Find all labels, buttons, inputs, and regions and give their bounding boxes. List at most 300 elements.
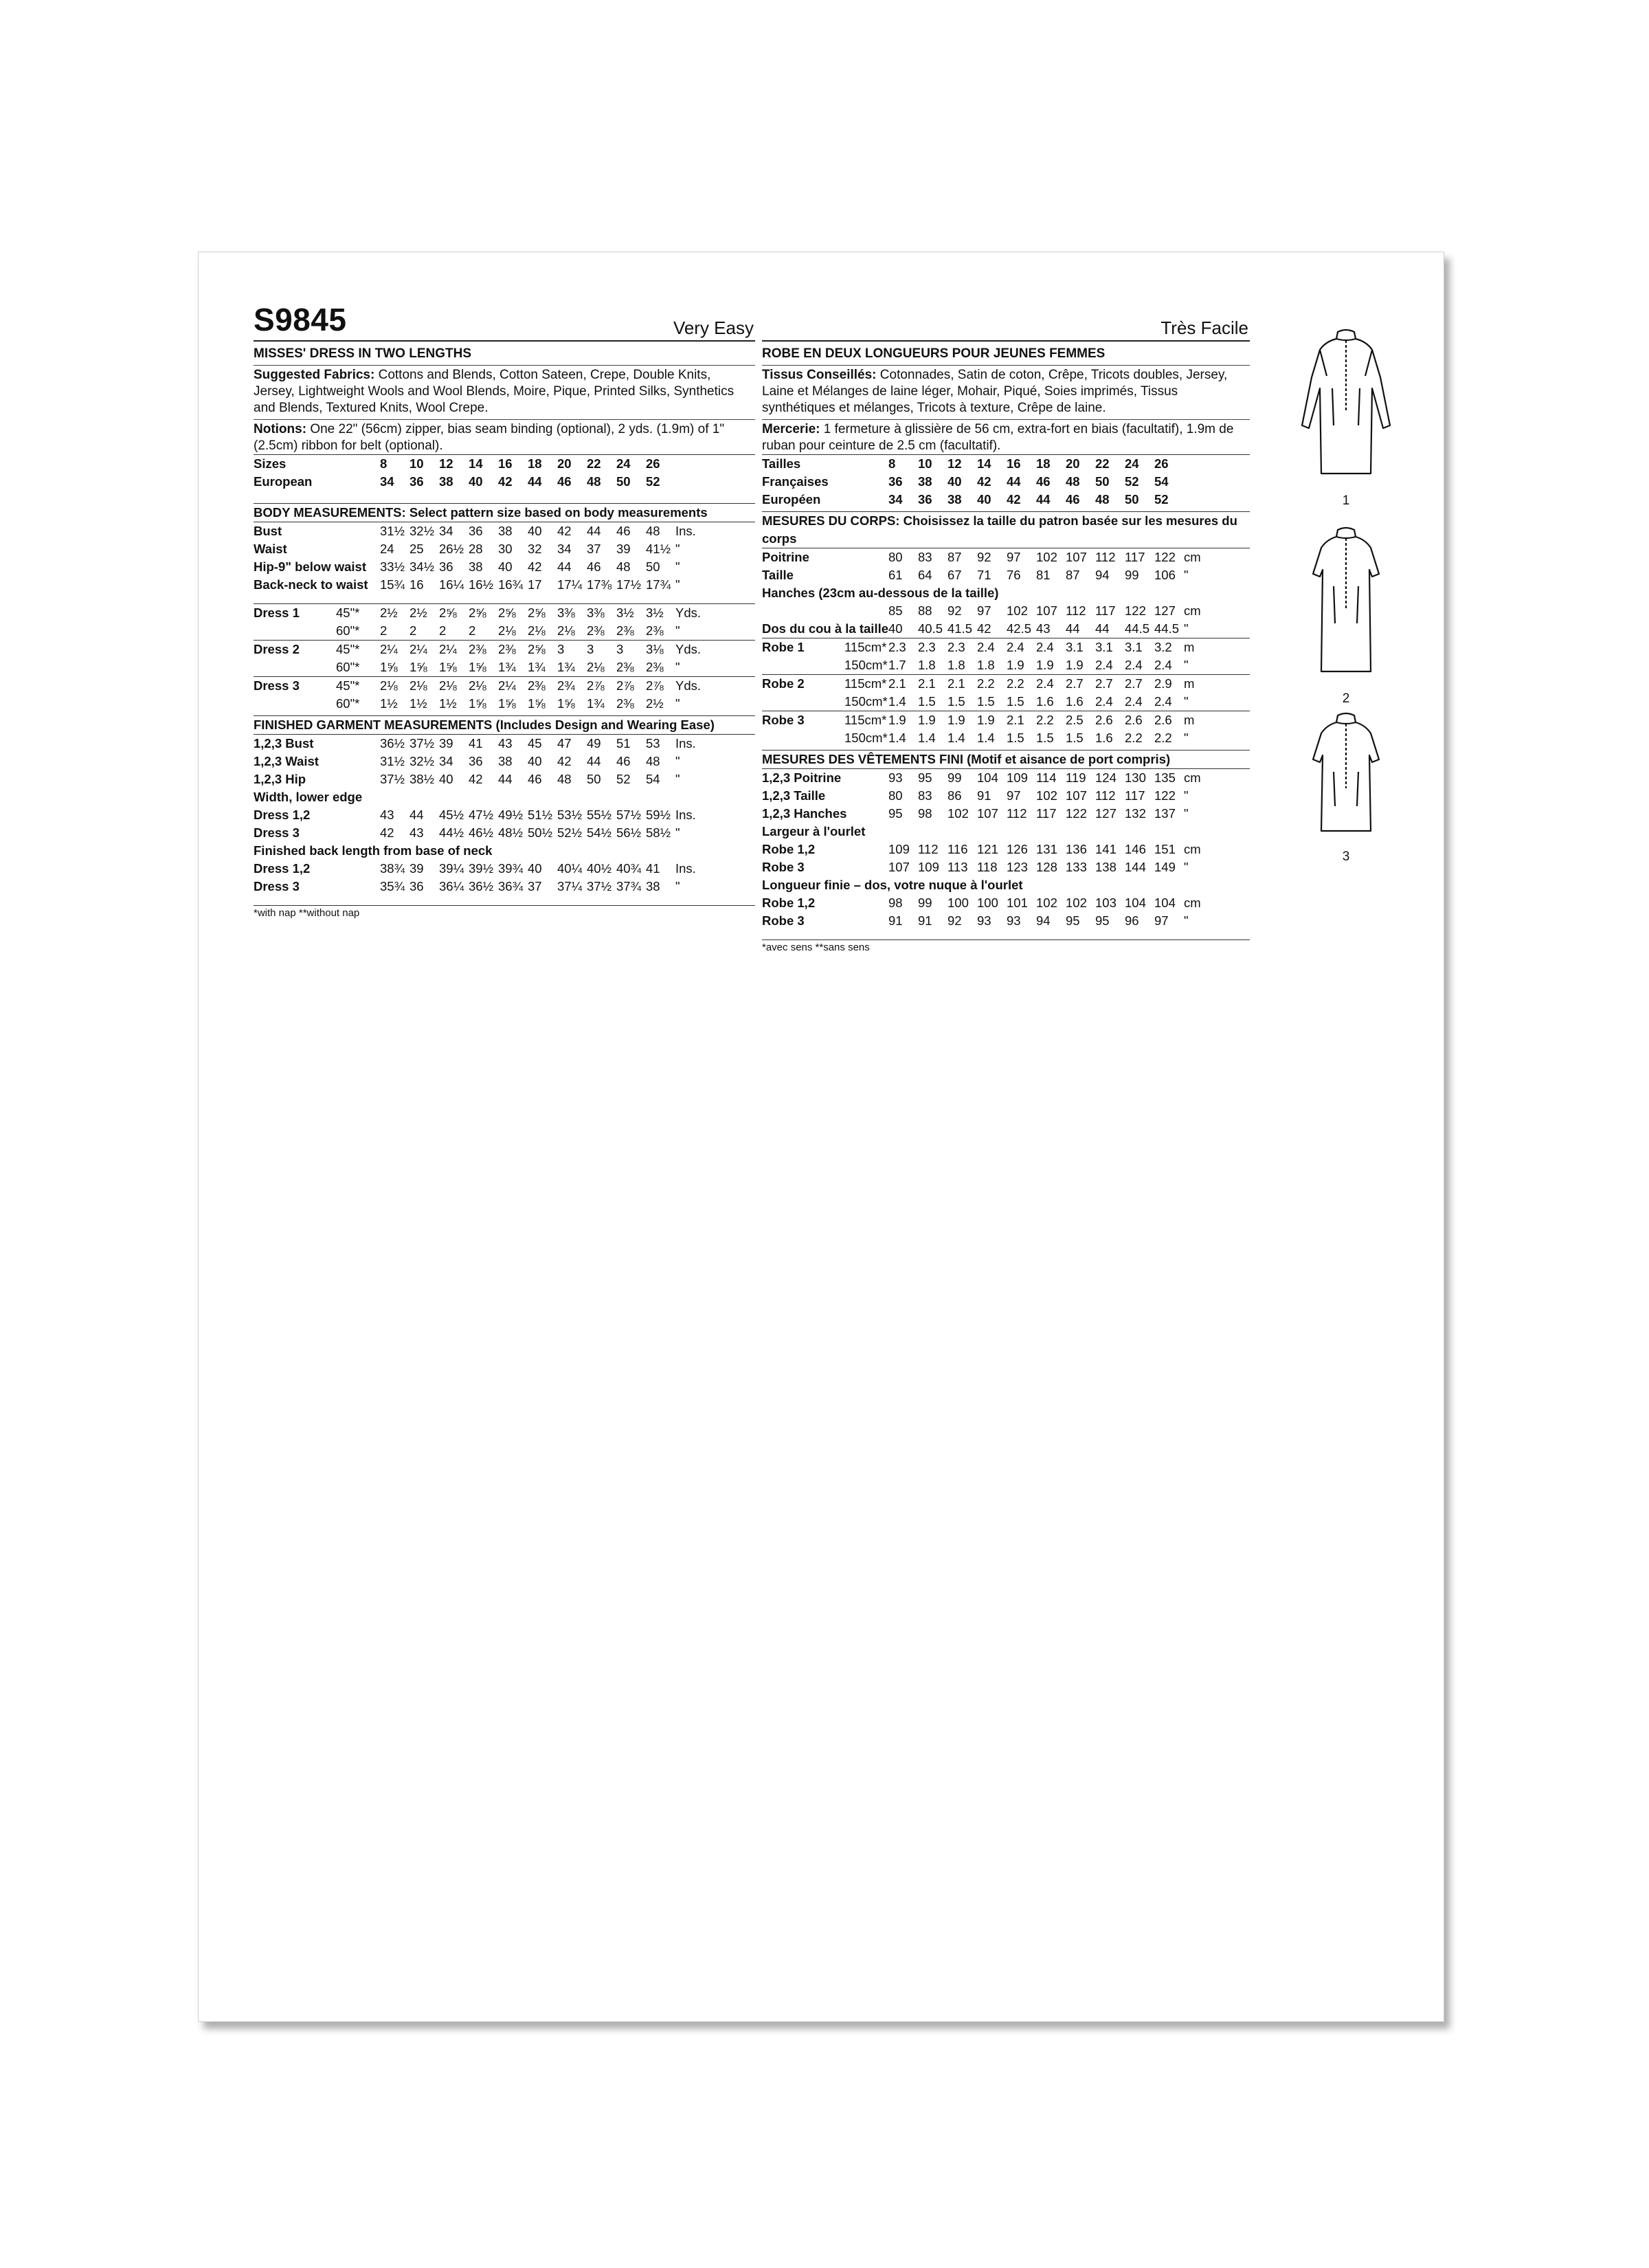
english-header [254, 302, 755, 342]
table-cell: 44 [410, 808, 424, 822]
table-cell: 117 [1125, 788, 1145, 803]
table-cell: 52½ [557, 825, 583, 840]
table-cell: 2⅜ [646, 660, 664, 674]
table-cell: 16 [498, 456, 513, 471]
table-cell: 41½ [646, 542, 671, 556]
table-cell: 3.1 [1125, 640, 1143, 654]
table-cell: 126 [1007, 842, 1028, 856]
table-cell [844, 566, 888, 584]
table-cell: 97 [1007, 788, 1021, 803]
table-cell: 2.6 [1125, 713, 1143, 727]
row-label: 1,2,3 Bust [254, 736, 314, 751]
row-label: Robe 1,2 [762, 842, 816, 856]
table-cell: 1.5 [1066, 731, 1084, 745]
table-cell: 149 [1154, 860, 1176, 874]
table-cell: 3 [557, 642, 565, 656]
table-cell: 22 [587, 456, 601, 471]
table-cell: 1.6 [1036, 694, 1054, 709]
table-cell [336, 522, 380, 541]
table-row [254, 473, 755, 491]
pattern-code: S9845 [254, 302, 347, 337]
table-cell: 102 [1066, 896, 1087, 910]
table-cell: 38½ [410, 772, 435, 786]
table-cell: 2⅜ [616, 660, 634, 674]
table-cell: 16¾ [498, 577, 524, 592]
table-cell: 52 [1125, 474, 1139, 489]
table-cell [844, 841, 888, 858]
table-row [254, 860, 755, 878]
table-cell: 76 [1007, 568, 1021, 582]
table-cell: 1.5 [1007, 731, 1024, 745]
table-cell: 26 [646, 456, 660, 471]
table-cell: 38 [469, 559, 483, 574]
table-cell: 2.4 [1007, 640, 1024, 654]
table-cell: cm [1184, 842, 1201, 856]
notions-text-fr: 1 fermeture à glissière de 56 cm, extra-fort en biais (facultatif), 1.9m de ruban pour ceinture de 2.5 cm (facultatif). [762, 422, 1234, 453]
table-cell: 14 [977, 456, 991, 471]
table-cell: " [675, 559, 680, 574]
view-number-1: 1 [1342, 493, 1350, 508]
row-label: Robe 3 [762, 860, 805, 874]
table-cell: 45"* [336, 605, 360, 620]
table-row [762, 602, 1250, 620]
table-cell: 37 [587, 542, 601, 556]
table-cell: 2.4 [1095, 694, 1113, 709]
table-cell: 1.8 [977, 658, 995, 672]
table-cell: 2⅛ [528, 623, 546, 638]
short-sleeve-dress-back-view-icon [1277, 520, 1415, 685]
suggested-fabrics-fr [762, 365, 1250, 416]
table-cell: 46 [616, 754, 631, 768]
table-row [254, 753, 755, 770]
table-cell: 1.4 [947, 731, 965, 745]
table-cell: 2⅜ [587, 623, 605, 638]
table-cell: 20 [557, 456, 572, 471]
table-cell: 127 [1154, 603, 1176, 618]
table-cell: 40 [528, 524, 542, 538]
table-cell: 38¾ [380, 861, 405, 876]
table-row [762, 858, 1250, 876]
table-cell: 54½ [587, 825, 612, 840]
table-cell: 122 [1154, 550, 1176, 564]
table-cell: 1⅝ [469, 660, 486, 674]
table-cell: " [1184, 860, 1189, 874]
table-cell: 114 [1036, 770, 1057, 785]
table-cell: 107 [1066, 550, 1087, 564]
table-cell: 40 [469, 474, 483, 489]
table-cell: 123 [1007, 860, 1028, 874]
table-cell: 42.5 [1007, 621, 1032, 636]
table-cell: 43 [498, 736, 513, 751]
table-cell: 52 [1154, 492, 1169, 507]
table-cell: 1.4 [977, 731, 995, 745]
table-cell: 102 [1036, 896, 1057, 910]
table-cell: 2⅞ [616, 678, 634, 693]
table-cell: 40½ [587, 861, 612, 876]
table-cell: 97 [1007, 550, 1021, 564]
table-cell: 60"* [336, 623, 360, 638]
table-cell: 112 [1095, 550, 1116, 564]
table-cell: 2⅜ [616, 696, 634, 711]
table-cell: 2.6 [1154, 713, 1172, 727]
row-label [254, 695, 336, 713]
table-cell: 39 [410, 861, 424, 876]
difficulty-label: Very Easy [673, 318, 754, 338]
table-cell: 1⅝ [380, 660, 398, 674]
table-cell [336, 455, 380, 474]
table-cell: 95 [1066, 913, 1080, 928]
table-cell: " [675, 696, 680, 711]
table-cell: 2⅜ [528, 678, 546, 693]
table-row [762, 656, 1250, 674]
table-cell: 45"* [336, 642, 360, 656]
view-2-illustration [1277, 520, 1415, 707]
table-cell: 39¼ [439, 861, 464, 876]
table-cell [844, 455, 888, 474]
table-cell: 122 [1154, 788, 1176, 803]
table-cell: 1.6 [1066, 694, 1084, 709]
table-row [254, 770, 755, 788]
table-cell: 59½ [646, 808, 671, 822]
row-label: Bust [254, 524, 282, 538]
table-cell [844, 491, 888, 509]
table-cell: m [1184, 640, 1195, 654]
table-cell [336, 770, 380, 788]
table-cell [844, 894, 888, 912]
table-cell: 121 [977, 842, 998, 856]
table-cell: 60"* [336, 696, 360, 711]
table-cell: " [675, 623, 680, 638]
table-cell: 40¾ [616, 861, 642, 876]
table-row [254, 558, 755, 576]
table-cell: 95 [888, 806, 903, 821]
table-cell: 44 [587, 524, 601, 538]
table-cell: 42 [498, 474, 513, 489]
fabrics-text-fr: Cotonnades, Satin de coton, Crêpe, Tricots doubles, Jersey, Laine et Mélanges de laine léger, Mohair, Piqué, Soies imprimés, Tissus synthétiques et mélanges, Tricots à texture, Crêpe de laine. [762, 368, 1228, 415]
table-cell: 100 [947, 896, 969, 910]
table-cell: 94 [1095, 568, 1110, 582]
table-cell: 31½ [380, 754, 405, 768]
yardage-table [254, 603, 755, 713]
view-1-illustration [1277, 322, 1415, 509]
table-cell: 2⅛ [587, 660, 605, 674]
table-cell: 40 [977, 492, 991, 507]
table-cell: 2.4 [1125, 694, 1143, 709]
table-cell: 107 [1066, 788, 1087, 803]
table-cell [844, 548, 888, 567]
table-cell: 1⅝ [498, 696, 516, 711]
table-cell: 1⅝ [439, 660, 457, 674]
table-cell: 46 [528, 772, 542, 786]
table-cell [844, 912, 888, 930]
table-cell: 115cm* [844, 676, 887, 691]
table-cell: 67 [947, 568, 962, 582]
view-number-3: 3 [1342, 849, 1350, 864]
table-cell: 42 [1007, 492, 1021, 507]
table-cell: 150cm* [844, 731, 888, 745]
table-cell: 46½ [469, 825, 494, 840]
table-cell: 99 [918, 896, 932, 910]
row-label: 1,2,3 Poitrine [762, 770, 842, 785]
table-row [762, 491, 1250, 509]
table-cell: 2.4 [977, 640, 995, 654]
row-label [762, 602, 844, 620]
table-cell: 44.5 [1154, 621, 1180, 636]
table-cell: 2.9 [1154, 676, 1172, 691]
table-cell: 1⅝ [410, 660, 427, 674]
table-cell: 2.1 [888, 676, 906, 691]
table-cell: 86 [947, 788, 962, 803]
table-cell: 31½ [380, 524, 405, 538]
finished-measurements-table-fr [762, 768, 1250, 930]
table-cell: 36 [410, 879, 424, 893]
sizes-table-fr [762, 454, 1250, 509]
table-cell: m [1184, 713, 1195, 727]
table-cell: " [675, 772, 680, 786]
table-cell: cm [1184, 550, 1201, 564]
row-label: Robe 1,2 [762, 896, 816, 910]
table-cell: 132 [1125, 806, 1146, 821]
table-cell: 124 [1095, 770, 1117, 785]
table-cell: 3⅜ [587, 605, 605, 620]
table-cell: 2.7 [1095, 676, 1113, 691]
table-cell: 14 [469, 456, 483, 471]
table-cell: 52 [646, 474, 660, 489]
table-cell: 38 [947, 492, 962, 507]
table-cell: 118 [977, 860, 998, 874]
table-cell: 87 [1066, 568, 1080, 582]
table-cell: 42 [469, 772, 483, 786]
table-cell: 115cm* [844, 640, 887, 654]
table-cell: 122 [1125, 603, 1146, 618]
table-cell: 2½ [380, 605, 398, 620]
table-cell: 37 [528, 879, 542, 893]
table-cell: 83 [918, 788, 932, 803]
table-cell: " [1184, 694, 1189, 709]
row-label: 1,2,3 Hanches [762, 806, 847, 821]
table-cell: 22 [1095, 456, 1110, 471]
table-cell: 48 [616, 559, 631, 574]
table-cell: 43 [1036, 621, 1051, 636]
table-cell: Yds. [675, 642, 702, 656]
table-cell: 93 [977, 913, 991, 928]
table-cell: 42 [977, 474, 991, 489]
table-cell [336, 540, 380, 558]
table-cell: 2.4 [1154, 658, 1172, 672]
table-cell: 2⅞ [587, 678, 605, 693]
row-label [762, 729, 844, 747]
table-cell: cm [1184, 603, 1201, 618]
table-cell: 1¾ [587, 696, 605, 711]
table-cell: 44 [1036, 492, 1051, 507]
table-cell: 2.4 [1125, 658, 1143, 672]
footnote-fr: *avec sens **sans sens [762, 940, 1250, 953]
table-cell: 1½ [439, 696, 457, 711]
table-cell: " [675, 660, 680, 674]
table-cell: 2.4 [1036, 640, 1054, 654]
row-label: Hip-9" below waist [254, 559, 366, 574]
table-cell: 71 [977, 568, 991, 582]
table-row [254, 842, 755, 860]
table-cell: 83 [918, 550, 932, 564]
table-cell: 1.5 [977, 694, 995, 709]
table-row [762, 912, 1250, 930]
row-label [254, 658, 336, 676]
table-cell: 44 [1066, 621, 1080, 636]
table-cell: 50 [1125, 492, 1139, 507]
row-label: Robe 2 [762, 676, 805, 691]
table-cell: 91 [918, 913, 932, 928]
table-row [762, 711, 1250, 730]
table-row [762, 584, 1250, 602]
table-cell: 2¼ [380, 642, 398, 656]
row-label: Dress 3 [254, 678, 300, 693]
table-cell: 49½ [498, 808, 524, 822]
table-cell [336, 735, 380, 753]
row-label: 1,2,3 Taille [762, 788, 826, 803]
table-cell: 48 [646, 524, 660, 538]
long-sleeve-dress-back-view-icon [1277, 322, 1415, 487]
table-cell: 2 [410, 623, 417, 638]
table-cell: 104 [977, 770, 998, 785]
row-label: 1,2,3 Waist [254, 754, 319, 768]
table-cell: 2⅝ [528, 605, 546, 620]
table-cell: 107 [888, 860, 910, 874]
table-cell [844, 769, 888, 788]
table-cell: 3.1 [1095, 640, 1113, 654]
table-cell: 85 [888, 603, 903, 618]
table-cell: 41 [646, 861, 660, 876]
table-cell: 34 [380, 474, 394, 489]
table-cell: 40 [888, 621, 903, 636]
table-cell: 98 [888, 896, 903, 910]
french-header [762, 302, 1250, 342]
table-cell: 144 [1125, 860, 1146, 874]
table-cell: 2⅝ [528, 642, 546, 656]
table-cell: 45 [528, 736, 542, 751]
table-cell: 1.5 [947, 694, 965, 709]
table-cell: 8 [380, 456, 388, 471]
table-cell: 38 [918, 474, 932, 489]
table-cell: 150cm* [844, 658, 888, 672]
row-label: European [254, 474, 313, 489]
table-cell: 113 [947, 860, 968, 874]
table-cell: 93 [888, 770, 903, 785]
table-cell: 2¼ [410, 642, 427, 656]
table-cell: 37½ [380, 772, 405, 786]
table-cell: 2⅛ [410, 678, 427, 693]
table-cell: 16 [410, 577, 424, 592]
table-cell: 87 [947, 550, 962, 564]
table-row [254, 641, 755, 659]
table-cell: 50 [587, 772, 601, 786]
table-cell: 42 [977, 621, 991, 636]
row-label: Tailles [762, 456, 801, 471]
table-cell [1184, 455, 1250, 474]
table-cell: 103 [1095, 896, 1117, 910]
table-cell: 2.2 [1125, 731, 1143, 745]
table-cell: 34½ [410, 559, 435, 574]
table-cell: 104 [1125, 896, 1146, 910]
table-cell: 2⅞ [646, 678, 664, 693]
table-row [762, 548, 1250, 567]
table-row [254, 622, 755, 640]
table-cell [336, 753, 380, 770]
table-cell: 36 [469, 754, 483, 768]
row-label: Dress 3 [254, 825, 300, 840]
table-cell: 1¾ [498, 660, 516, 674]
table-cell [844, 805, 888, 823]
finished-measurements-heading: FINISHED GARMENT MEASUREMENTS (Includes Design and Wearing Ease) [254, 715, 755, 734]
table-cell: 1¾ [528, 660, 546, 674]
table-cell: 42 [557, 754, 572, 768]
table-row [254, 695, 755, 713]
table-cell: 1⅝ [528, 696, 546, 711]
table-cell: 1.4 [888, 731, 906, 745]
table-cell: 45"* [336, 678, 360, 693]
table-row [762, 675, 1250, 693]
table-cell: 2⅜ [469, 642, 486, 656]
table-cell: 3½ [646, 605, 664, 620]
table-cell: 47½ [469, 808, 494, 822]
table-cell: 2.1 [1007, 713, 1024, 727]
table-cell: 3 [587, 642, 594, 656]
row-label: Largeur à l'ourlet [762, 824, 866, 838]
table-cell: 2 [380, 623, 388, 638]
table-cell: 2⅜ [616, 623, 634, 638]
table-row [254, 824, 755, 842]
table-cell: " [675, 825, 680, 840]
row-label [762, 656, 844, 674]
table-cell: 40 [947, 474, 962, 489]
table-cell: 3.1 [1066, 640, 1084, 654]
table-row [762, 823, 1250, 841]
table-cell: 1⅝ [557, 696, 575, 711]
table-cell: 1½ [380, 696, 398, 711]
table-cell: 117 [1125, 550, 1145, 564]
table-cell: 106 [1154, 568, 1176, 582]
table-cell: 138 [1095, 860, 1117, 874]
table-cell: 44 [1007, 474, 1021, 489]
notions-fr [762, 419, 1250, 454]
table-cell: 128 [1036, 860, 1057, 874]
table-cell: 1.6 [1095, 731, 1113, 745]
table-cell: 100 [977, 896, 998, 910]
table-cell: 46 [1066, 492, 1080, 507]
table-cell: m [1184, 676, 1195, 691]
table-cell: 54 [646, 772, 660, 786]
table-cell: 56½ [616, 825, 642, 840]
table-cell: 2⅛ [439, 678, 457, 693]
table-row [254, 735, 755, 753]
table-cell: 40.5 [918, 621, 943, 636]
table-cell: 34 [888, 492, 903, 507]
table-cell: 98 [918, 806, 932, 821]
footnote: *with nap **without nap [254, 905, 755, 919]
table-cell: 99 [1125, 568, 1139, 582]
table-cell: 2.3 [947, 640, 965, 654]
table-cell [844, 858, 888, 876]
table-row [762, 455, 1250, 474]
table-cell: 2.3 [888, 640, 906, 654]
table-cell: 101 [1007, 896, 1028, 910]
table-cell: 44 [498, 772, 513, 786]
table-cell: 1.9 [947, 713, 965, 727]
table-cell [675, 473, 755, 491]
table-cell: 91 [977, 788, 991, 803]
table-cell: 2.1 [918, 676, 936, 691]
table-cell: " [1184, 568, 1189, 582]
